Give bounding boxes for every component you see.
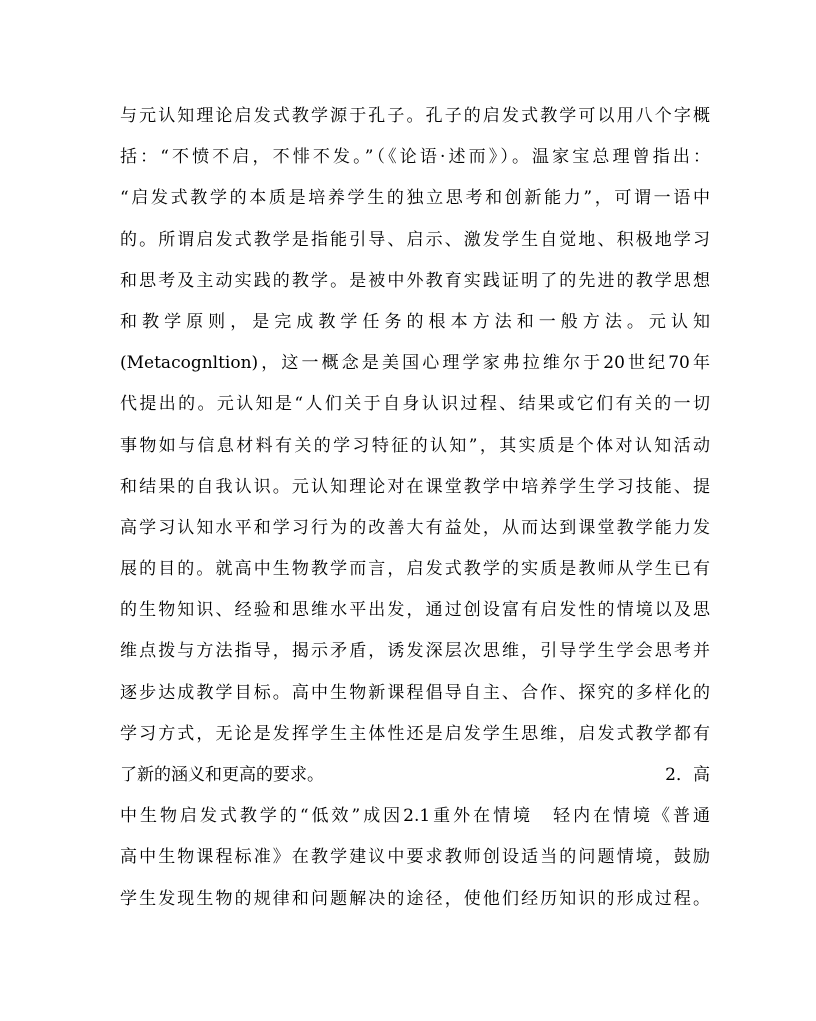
text-line: 的生物知识、经验和思维水平出发，通过创设富有启发性的情境以及思 — [120, 600, 710, 621]
text-line: 逐步达成教学目标。高中生物新课程倡导自主、合作、探究的多样化的 — [120, 682, 710, 703]
text-line: 高中生物课程标准》在教学建议中要求教师创设适当的问题情境，鼓励 — [120, 847, 710, 868]
text-line: 展的目的。就高中生物教学而言，启发式教学的实质是教师从学生已有 — [120, 559, 710, 580]
text-line: (Metacognltion)，这一概念是美国心理学家弗拉维尔于20世纪70年 — [120, 353, 710, 374]
text-line: 学生发现生物的规律和问题解决的途径，使他们经历知识的形成过程。 — [120, 888, 710, 909]
text-line: 高学习认知水平和学习行为的改善大有益处，从而达到课堂教学能力发 — [120, 517, 710, 538]
text-line: 事物如与信息材料有关的学习特征的认知”，其实质是个体对认知活动 — [120, 435, 710, 456]
text-line: 和结果的自我认识。元认知理论对在课堂教学中培养学生学习技能、提 — [120, 476, 710, 497]
paragraph-ending: 了新的涵义和更高的要求。 — [120, 765, 324, 785]
text-line: 与元认知理论启发式教学源于孔子。孔子的启发式教学可以用八个字概 — [120, 106, 710, 126]
text-line: 的。所谓启发式教学是指能引导、启示、激发学生自觉地、积极地学习 — [120, 229, 710, 250]
split-text-line — [120, 755, 710, 796]
text-line: 维点拨与方法指导，揭示矛盾，诱发深层次思维，引导学生学会思考并 — [120, 641, 710, 662]
text-line: 和思考及主动实践的教学。是被中外教育实践证明了的先进的教学思想 — [120, 270, 710, 291]
text-line: 学习方式，无论是发挥学生主体性还是启发学生思维，启发式教学都有 — [120, 723, 710, 744]
text-line: 括：“不愤不启，不悱不发。”（《论语·述而》）。温家宝总理曾指出： — [120, 147, 710, 168]
text-line: “启发式教学的本质是培养学生的独立思考和创新能力”，可谓一语中 — [120, 188, 710, 209]
section-heading-line: 中生物启发式教学的“低效”成因2.1重外在情境 轻内在情境《普通 — [120, 806, 710, 827]
text-line: 和教学原则，是完成教学任务的根本方法和一般方法。元认知 — [120, 311, 710, 332]
section-number: 2．高 — [665, 765, 710, 785]
text-line: 代提出的。元认知是“人们关于自身认识过程、结果或它们有关的一切 — [120, 394, 710, 415]
body-text — [120, 96, 710, 920]
